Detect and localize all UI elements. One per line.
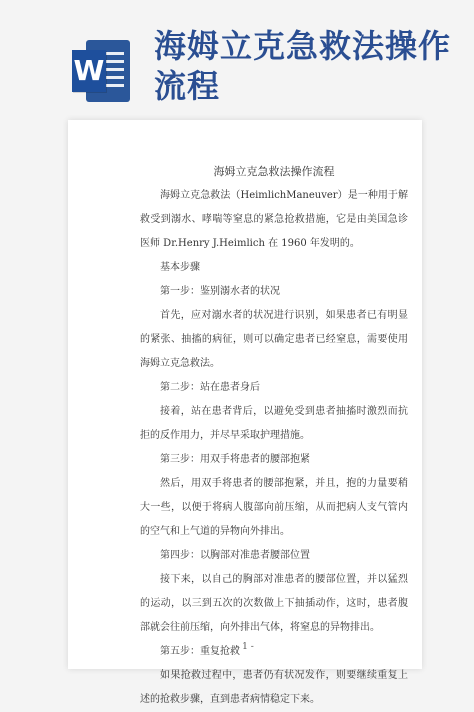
step-3-heading: 第三步：用双手将患者的腰部抱紧: [160, 454, 310, 465]
step-5-heading: 第五步：重复抢救: [160, 646, 240, 657]
step-2-heading: 第二步：站在患者身后: [160, 382, 260, 393]
step-1-heading: 第一步：鉴别溺水者的状况: [160, 286, 280, 297]
step-5-paragraph: 如果抢救过程中，患者仍有状况发作，则要继续重复上述的抢救步骤，直到患者病情稳定下来。: [140, 670, 408, 705]
page-body: [140, 160, 408, 712]
section-heading: 基本步骤: [160, 262, 200, 273]
page-number: - 1 -: [236, 642, 254, 652]
step-4-paragraph: 接下来，以自己的胸部对准患者的腰部位置，并以猛烈的运动，以三到五次的次数做上下抽插动作，这时，患者腹部就会往前压缩，向外排出气体，将窒息的异物排出。: [140, 574, 408, 633]
step-4-heading: 第四步：以胸部对准患者腰部位置: [160, 550, 310, 561]
document-title: 海姆立克急救法操作流程: [154, 27, 452, 105]
header-banner: [0, 0, 474, 112]
document-page: [68, 120, 422, 705]
page-heading: 海姆立克急救法操作流程: [213, 165, 335, 178]
word-document-icon: [72, 40, 132, 102]
step-3-paragraph: 然后，用双手将患者的腰部抱紧，并且，抱的力量要稍大一些，以便于将病人腹部向前压缩，从而把病人支气管内的空气和上气道的异物向外排出。: [140, 478, 408, 537]
step-2-paragraph: 接着，站在患者背后，以避免受到患者抽搐时激烈而抗拒的反作用力，并尽早采取护理措施。: [140, 406, 408, 441]
word-icon-letter: W: [72, 50, 106, 92]
intro-paragraph: 海姆立克急救法（HeimlichManeuver）是一种用于解救受到溺水、哮喘等窒息的紧急抢救措施，它是由美国急诊医师 Dr.Henry J.Heimlich 在 1960 年发明的。: [140, 190, 408, 249]
step-1-paragraph: 首先，应对溺水者的状况进行识别，如果患者已有明显的紧张、抽搐的病征，则可以确定患者已经窒息，需要使用海姆立克急救法。: [140, 310, 408, 369]
